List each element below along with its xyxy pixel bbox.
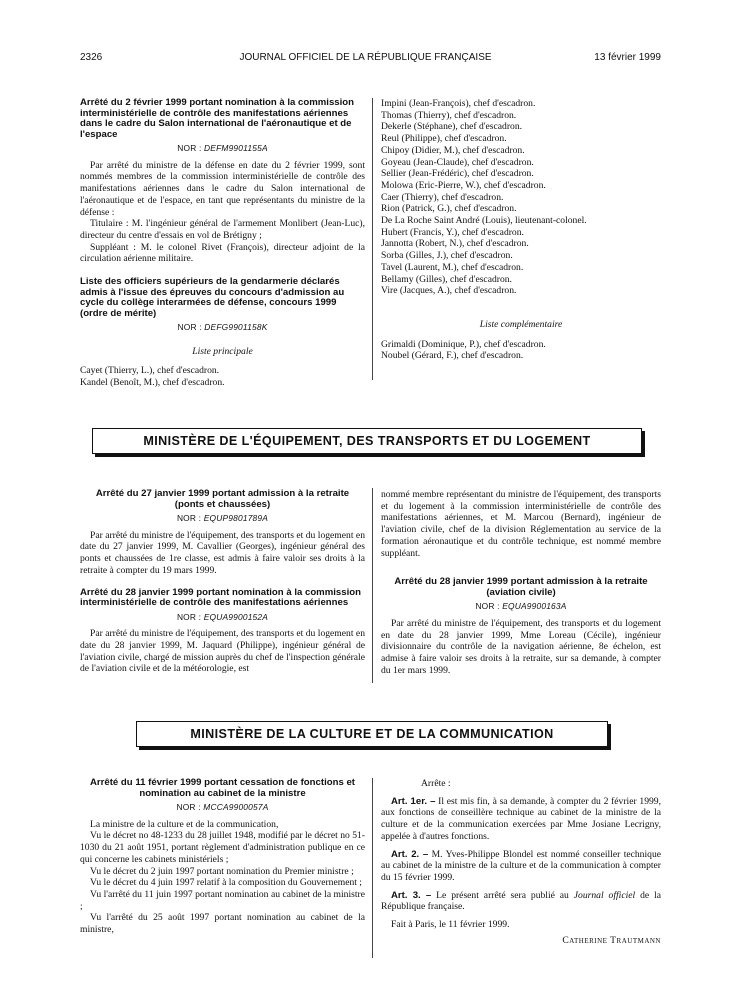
arrete-title: Arrêté du 27 janvier 1999 portant admission à la retraite (ponts et chaussées)	[95, 488, 350, 510]
list-item: Dekerle (Stéphane), chef d'escadron.	[381, 121, 523, 133]
list-item: Tavel (Laurent, M.), chef d'escadron.	[381, 261, 524, 273]
list-item: Grimaldi (Dominique, P.), chef d'escadron.	[381, 338, 546, 350]
liste-complementaire	[381, 339, 661, 362]
journal-title: JOURNAL OFFICIEL DE LA RÉPUBLIQUE FRANÇAISE	[239, 52, 492, 63]
paragraph: Vu le décret du 2 juin 1997 portant nomination du Premier ministre ;	[90, 865, 354, 877]
article-1: Art. 1er. – Il est mis fin, à sa demande, à compter du 2 février 1999, aux fonctions de conseillère technique au cabinet de la ministre de la culture et de la communication exercées par Mme Josiane Lecrigny, appelée à d'autres fonctions.	[381, 795, 661, 842]
list-item: Sellier (Jean-Frédéric), chef d'escadron.	[381, 168, 534, 180]
nor-line: NOR : MCCA9900057A	[176, 802, 269, 812]
nor-line: NOR : DEFG9901158K	[177, 322, 268, 333]
arrete-title: Arrêté du 2 février 1999 portant nomination à la commission interministérielle de contrôle des manifestations aériennes dans le cadre du Salon international de l'aéronautique et de l'espace	[80, 97, 355, 140]
article-2: Art. 2. – M. Yves-Philippe Blondel est nommé conseiller technique au cabinet de la ministre de la culture et de la communication à compter du 15 février 1999.	[381, 848, 661, 883]
paragraph: Vu l'arrêté du 11 juin 1997 portant nomination au cabinet de la ministre ;	[80, 888, 365, 912]
list-item: Impini (Jean-François), chef d'escadron.	[381, 98, 536, 109]
ministry-banner: MINISTÈRE DE LA CULTURE ET DE LA COMMUNICATION	[136, 721, 608, 747]
arrete-title: Arrêté du 11 février 1999 portant cessation de fonctions et nomination au cabinet de la ministre	[90, 777, 355, 799]
arrete-title: Arrêté du 28 janvier 1999 portant nomination à la commission interministérielle de contrôle des manifestations aériennes	[80, 586, 361, 609]
paragraph: Vu l'arrêté du 25 août 1997 portant nomination au cabinet de la ministre,	[80, 912, 365, 936]
fait-a-paris: Fait à Paris, le 11 février 1999.	[391, 919, 510, 931]
arrete-word: Arrête :	[421, 778, 451, 789]
liste-principale-title: Liste principale	[192, 345, 253, 357]
list-item: Reul (Philippe), chef d'escadron.	[381, 133, 507, 145]
list-item: Thomas (Thierry), chef d'escadron.	[381, 109, 517, 121]
list-item: Vire (Jacques, A.), chef d'escadron.	[381, 285, 517, 297]
paragraph: La ministre de la culture et de la communication,	[90, 818, 279, 830]
column-divider	[372, 98, 373, 380]
page-number: 2326	[80, 52, 103, 63]
liste-complementaire-title: Liste complémentaire	[479, 318, 563, 330]
liste-principale-right	[381, 98, 661, 297]
section-defense-left	[80, 98, 365, 389]
section-culture-right	[381, 778, 661, 946]
list-item: Kandel (Benoît, M.), chef d'escadron.	[80, 377, 225, 389]
paragraph: Par arrêté du ministre de l'équipement, des transports et du logement en date du 28 janvier 1999, Mme Loreau (Cécile), ingénieur divisionnaire du contrôle de la navigation aérienne, 8e échelon, est admise à faire valoir ses droits à la retraite, sur sa demande, à compter du 1er mars 1999.	[381, 617, 661, 676]
header-date: 13 février 1999	[594, 52, 661, 63]
paragraph: Par arrêté du ministre de la défense en date du 2 février 1999, sont nommés membres de la commission interministérielle de contrôle des manifestations aériennes dans le cadre du Salon international de l'aéronautique et de l'espace, en tant que représentants du ministre de la défense :	[80, 159, 365, 218]
list-item: Cayet (Thierry, L.), chef d'escadron.	[80, 365, 220, 377]
list-item: Chipoy (Didier, M.), chef d'escadron.	[381, 144, 525, 156]
section-culture-left	[80, 778, 365, 936]
list-item: Molowa (Eric-Pierre, W.), chef d'escadron.	[381, 179, 546, 191]
article-3: Art. 3. – Le présent arrêté sera publié au Journal officiel de la République française.	[381, 889, 661, 913]
list-item: Jannotta (Robert, N.), chef d'escadron.	[381, 238, 529, 250]
paragraph: Suppléant : M. le colonel Rivet (François), directeur adjoint de la circulation aérienne militaire.	[80, 241, 365, 265]
section-defense-right	[381, 98, 661, 362]
arrete-title: Arrêté du 28 janvier 1999 portant admission à la retraite (aviation civile)	[394, 576, 648, 598]
list-item: Hubert (Francis, Y.), chef d'escadron.	[381, 226, 524, 238]
paragraph: nommé membre représentant du ministre de l'équipement, des transports et du logement à la commission interministérielle de contrôle des manifestations aériennes, et M. Marcou (Bernard), ingénieur de l'aviation civile, chef de la division Réglementation au service de la formation aéronautique et du contrôle technique, est nommé membre suppléant.	[381, 489, 661, 559]
signature: Catherine Trautmann	[562, 934, 661, 946]
nor-line: NOR : DEFM9901155A	[177, 143, 268, 153]
paragraph: Vu le décret no 48-1233 du 28 juillet 1948, modifié par le décret no 51-1030 du 21 août 1951, portant règlement d'administration publique en ce qui concerne les cabinets ministériels ;	[80, 830, 365, 865]
paragraph: Par arrêté du ministre de l'équipement, des transports et du logement en date du 28 janvier 1999, M. Jaquard (Philippe), ingénieur général de l'aviation civile, chargé de mission auprès du chef de l'inspection générale de l'aviation civile et de la météorologie, est	[80, 628, 365, 675]
list-item: De La Roche Saint André (Louis), lieutenant-colonel.	[381, 215, 587, 227]
list-item: Noubel (Gérard, F.), chef d'escadron.	[381, 350, 524, 362]
list-item: Rion (Patrick, G.), chef d'escadron.	[381, 203, 517, 215]
list-item: Caer (Thierry), chef d'escadron.	[381, 191, 504, 203]
paragraph: Par arrêté du ministre de l'équipement, des transports et du logement en date du 27 janvier 1999, M. Cavallier (Georges), ingénieur général des ponts et chaussées de 1re classe, est admis à faire valoir ses droits à la retraite à compter du 19 mars 1999.	[80, 529, 365, 576]
nor-line: NOR : EQUP9801789A	[176, 513, 269, 523]
column-divider	[372, 488, 373, 683]
section-equipement-left	[80, 489, 365, 675]
ministry-banner: MINISTÈRE DE L'ÉQUIPEMENT, DES TRANSPORTS ET DU LOGEMENT	[92, 428, 642, 454]
paragraph: Vu le décret du 4 juin 1997 relatif à la composition du Gouvernement ;	[90, 877, 362, 889]
list-item: Sorba (Gilles, J.), chef d'escadron.	[381, 250, 513, 262]
list-item: Goyeau (Jean-Claude), chef d'escadron.	[381, 156, 534, 168]
liste-principale-left	[80, 365, 365, 388]
list-item: Bellamy (Gilles), chef d'escadron.	[381, 273, 512, 285]
paragraph: Titulaire : M. l'ingénieur général de l'armement Monlibert (Jean-Luc), directeur du centre d'essais en vol de Brétigny ;	[80, 218, 365, 241]
nor-line: NOR : EQUA9900163A	[475, 601, 567, 612]
nor-line: NOR : EQUA9900152A	[176, 611, 269, 622]
liste-title: Liste des officiers supérieurs de la gendarmerie déclarés admis à l'issue des épreuves du concours d'admission au cycle du collège interarmées de défense, concours 1999 (ordre de mérite)	[80, 276, 345, 319]
section-equipement-right	[381, 489, 661, 676]
column-divider	[372, 778, 373, 958]
